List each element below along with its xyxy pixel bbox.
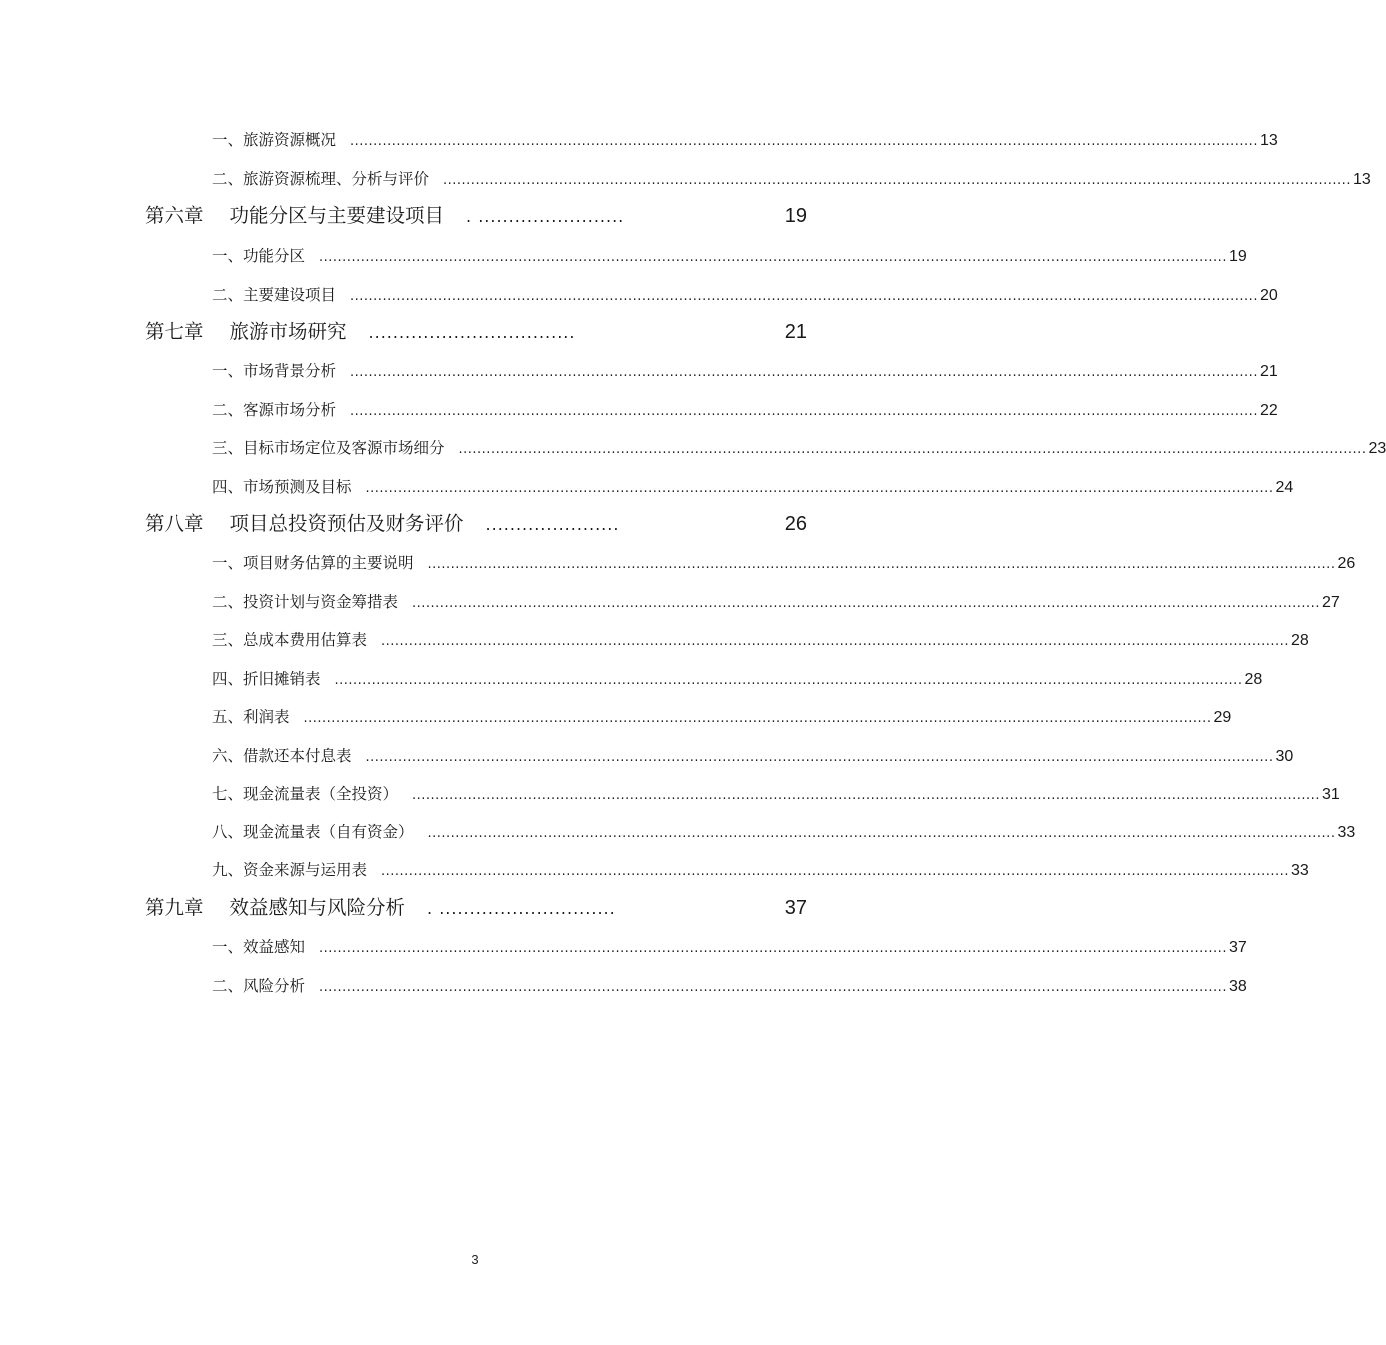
toc-section-entry[interactable] <box>212 705 1232 729</box>
dot-leader: .................................................................................................................................................................................................... <box>412 596 1320 611</box>
dot-leader: . ........................ <box>466 207 625 226</box>
toc-section-entry[interactable] <box>212 858 1309 882</box>
toc-section-entry[interactable] <box>212 398 1278 422</box>
page-number: 3 <box>471 1252 479 1267</box>
section-title: 五、利润表 <box>212 708 290 726</box>
toc-section-entry[interactable] <box>212 167 1371 191</box>
dot-leader: .................................. <box>368 323 576 342</box>
toc-page-number: 20 <box>1259 287 1278 304</box>
section-title: 二、客源市场分析 <box>212 401 337 419</box>
toc-section-entry[interactable] <box>212 475 1294 499</box>
dot-leader: .................................................................................................................................................................................................... <box>365 481 1274 496</box>
section-title: 九、资金来源与运用表 <box>212 861 368 879</box>
toc-page-number: 21 <box>784 321 807 343</box>
toc-section-entry[interactable] <box>212 436 1386 460</box>
dot-leader: .................................................................................................................................................................................................... <box>350 365 1258 380</box>
section-title: 一、市场背景分析 <box>212 362 337 380</box>
dot-leader: .................................................................................................................................................................................................... <box>350 289 1258 304</box>
toc-section-entry[interactable] <box>212 551 1356 575</box>
dot-leader: .................................................................................................................................................................................................... <box>381 634 1289 649</box>
dot-leader: .................................................................................................................................................................................................... <box>350 404 1258 419</box>
dot-leader: .................................................................................................................................................................................................... <box>303 711 1212 726</box>
section-title: 一、效益感知 <box>212 938 306 956</box>
toc-page-number: 38 <box>1228 978 1247 995</box>
toc-section-entry[interactable] <box>212 359 1278 383</box>
toc-page-number: 21 <box>1259 363 1278 380</box>
toc-chapter-entry[interactable] <box>145 202 807 230</box>
section-title: 七、现金流量表（全投资） <box>212 785 399 803</box>
toc-page-number: 28 <box>1290 632 1309 649</box>
section-title: 一、旅游资源概况 <box>212 131 337 149</box>
toc-section-entry[interactable] <box>212 628 1309 652</box>
toc-section-entry[interactable] <box>212 820 1356 844</box>
toc-page-number: 33 <box>1337 824 1356 841</box>
toc-page-number: 29 <box>1213 709 1232 726</box>
chapter-title: 项目总投资预估及财务评价 <box>229 512 464 535</box>
toc-section-entry[interactable] <box>212 667 1263 691</box>
toc-chapter-entry[interactable] <box>145 318 807 346</box>
toc-page-number: 33 <box>1290 862 1309 879</box>
section-title: 三、目标市场定位及客源市场细分 <box>212 439 445 457</box>
dot-leader: .................................................................................................................................................................................................... <box>427 557 1336 572</box>
dot-leader: .................................................................................................................................................................................................... <box>350 134 1258 149</box>
toc-section-entry[interactable] <box>212 283 1278 307</box>
section-title: 二、风险分析 <box>212 977 306 995</box>
toc-page-number: 24 <box>1275 479 1294 496</box>
toc-section-entry[interactable] <box>212 935 1247 959</box>
toc-page-number: 37 <box>784 897 807 919</box>
chapter-number: 第九章 <box>145 896 204 919</box>
dot-leader: .................................................................................................................................................................................................... <box>319 980 1227 995</box>
toc-section-entry[interactable] <box>212 974 1247 998</box>
section-title: 六、借款还本付息表 <box>212 747 352 765</box>
section-title: 一、项目财务估算的主要说明 <box>212 554 414 572</box>
toc-page-number: 19 <box>1228 248 1247 265</box>
dot-leader: .................................................................................................................................................................................................... <box>319 250 1227 265</box>
toc-page-number: 13 <box>1259 132 1278 149</box>
toc-page-number: 13 <box>1352 171 1371 188</box>
toc-page-number: 22 <box>1259 402 1278 419</box>
section-title: 二、投资计划与资金筹措表 <box>212 593 399 611</box>
toc-page-number: 19 <box>784 205 807 227</box>
dot-leader: .................................................................................................................................................................................................... <box>365 750 1274 765</box>
dot-leader: .................................................................................................................................................................................................... <box>443 173 1351 188</box>
chapter-number: 第八章 <box>145 512 204 535</box>
section-title: 二、旅游资源梳理、分析与评价 <box>212 170 430 188</box>
chapter-number: 第七章 <box>145 320 204 343</box>
toc-page-number: 23 <box>1368 440 1386 457</box>
chapter-title: 旅游市场研究 <box>229 320 347 343</box>
chapter-number: 第六章 <box>145 204 204 227</box>
dot-leader: .................................................................................................................................................................................................... <box>412 788 1320 803</box>
dot-leader: ...................... <box>485 515 620 534</box>
toc-section-entry[interactable] <box>212 744 1294 768</box>
section-title: 八、现金流量表（自有资金） <box>212 823 414 841</box>
dot-leader: .................................................................................................................................................................................................... <box>427 826 1336 841</box>
toc-section-entry[interactable] <box>212 128 1278 152</box>
section-title: 四、折旧摊销表 <box>212 670 321 688</box>
dot-leader: . ............................. <box>427 899 616 918</box>
chapter-title: 效益感知与风险分析 <box>229 896 406 919</box>
dot-leader: .................................................................................................................................................................................................... <box>458 442 1367 457</box>
section-title: 一、功能分区 <box>212 247 306 265</box>
section-title: 二、主要建设项目 <box>212 286 337 304</box>
toc-page-number: 27 <box>1321 594 1340 611</box>
toc-page-number: 26 <box>1337 555 1356 572</box>
toc-section-entry[interactable] <box>212 782 1340 806</box>
toc-page-number: 31 <box>1321 786 1340 803</box>
toc-page-number: 37 <box>1228 939 1247 956</box>
toc-chapter-entry[interactable] <box>145 894 807 922</box>
toc-chapter-entry[interactable] <box>145 510 807 538</box>
dot-leader: .................................................................................................................................................................................................... <box>319 941 1227 956</box>
toc-page-number: 28 <box>1244 671 1263 688</box>
section-title: 三、总成本费用估算表 <box>212 631 368 649</box>
section-title: 四、市场预测及目标 <box>212 478 352 496</box>
dot-leader: .................................................................................................................................................................................................... <box>381 864 1289 879</box>
toc-page-number: 30 <box>1275 748 1294 765</box>
chapter-title: 功能分区与主要建设项目 <box>229 204 445 227</box>
toc-section-entry[interactable] <box>212 590 1340 614</box>
toc-section-entry[interactable] <box>212 244 1247 268</box>
toc-page-number: 26 <box>784 513 807 535</box>
dot-leader: .................................................................................................................................................................................................... <box>334 673 1243 688</box>
